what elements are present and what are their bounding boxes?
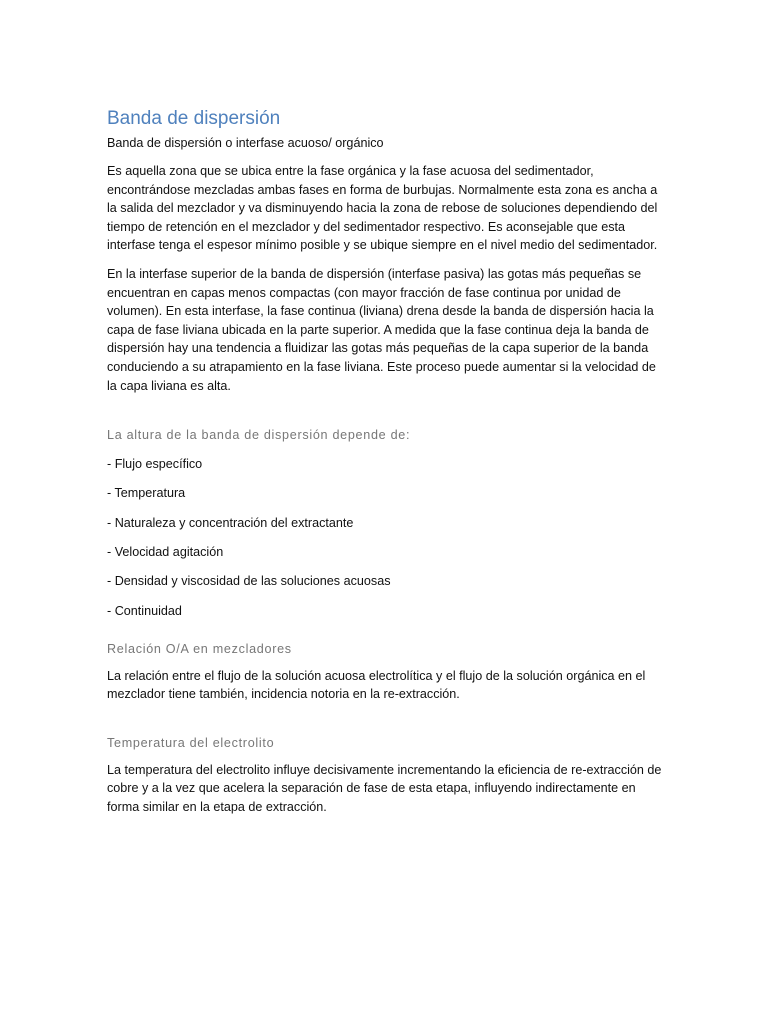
list-item: - Temperatura [107,486,186,501]
list-item: - Densidad y viscosidad de las soluciones acuosas [107,574,391,589]
document-page [107,106,667,817]
temperatura-paragraph: La temperatura del electrolito influye decisivamente incrementando la eficiencia de re-extracción de cobre y a la vez que acelera la separación de fase de esta etapa, influyendo indirectamente en forma similar en la etapa de extracción. [107,762,662,814]
list-item: - Velocidad agitación [107,545,224,560]
intro-paragraph-1: Es aquella zona que se ubica entre la fase orgánica y la fase acuosa del sedimentador, encontrándose mezcladas ambas fases en forma de burbujas. Normalmente esta zona es ancha a la salida del mezclador y va disminuyendo hacia la zona de rebose de soluciones dependiendo del tiempo de retención en el mezclador y del sedimentador respectivo. Es aconsejable que esta interfase tenga el espesor mínimo posible y se ubique siempre en el nivel medio del sedimentador. [107,164,658,253]
relacion-paragraph: La relación entre el flujo de la solución acuosa electrolítica y el flujo de la solución orgánica en el mezclador tiene también, incidencia notoria en la re-extracción. [107,668,646,702]
section-heading-relacion: Relación O/A en mezcladores [107,641,292,656]
section-heading-altura: La altura de la banda de dispersión depende de: [107,428,411,443]
document-subtitle: Banda de dispersión o interfase acuoso/ orgánico [107,136,384,150]
list-item: - Continuidad [107,603,182,618]
altura-factors-list [107,455,667,619]
intro-paragraph-2: En la interfase superior de la banda de dispersión (interfase pasiva) las gotas más pequeñas se encuentran en capas menos compactas (con mayor fracción de fase continua por unidad de volumen). En esta interfase, la fase continua (liviana) drena desde la banda de dispersión hacia la capa de fase liviana ubicada en la parte superior. A medida que la fase continua deja la banda de dispersión hay una tendencia a fluidizar las gotas más pequeñas de la capa superior de la banda conduciendo a su atrapamiento en la fase liviana. Este proceso puede aumentar si la velocidad de la capa liviana es alta. [107,266,656,393]
section-heading-temperatura: Temperatura del electrolito [107,735,275,750]
list-item: - Flujo específico [107,457,203,472]
document-title: Banda de dispersión [107,108,281,129]
list-item: - Naturaleza y concentración del extractante [107,515,354,530]
